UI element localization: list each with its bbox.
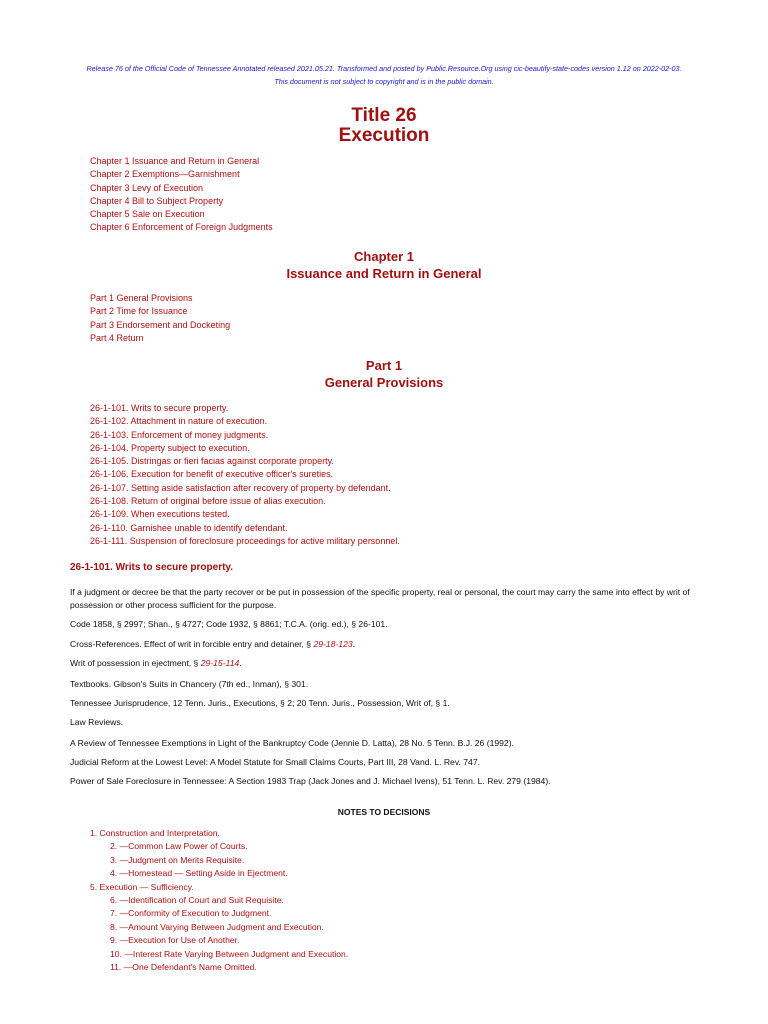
section-link-105[interactable]: 26-1-105. Distringas or fieri facias against corporate property. (90, 456, 334, 467)
part-link-1[interactable]: Part 1 General Provisions (90, 293, 193, 303)
chapter-link-4[interactable]: Chapter 4 Bill to Subject Property (90, 195, 224, 206)
release-notice (0, 62, 768, 88)
textbooks-note: Textbooks. Gibson's Suits in Chancery (7th ed., Inman), § 301. (70, 679, 309, 689)
writ-of-possession-text: Writ of possession in ejectment, § (70, 658, 201, 668)
section-link-107[interactable]: 26-1-107. Setting aside satisfaction after recovery of property by defendant. (90, 482, 391, 493)
note-link-7[interactable]: 7. —Conformity of Execution to Judgment. (110, 908, 272, 919)
title-name: Execution (338, 125, 430, 146)
note-link-9[interactable]: 9. —Execution for Use of Another. (110, 935, 240, 946)
part-1-heading (0, 357, 768, 391)
chapter-link-5[interactable]: Chapter 5 Sale on Execution (90, 209, 205, 220)
note-link-2[interactable]: 2. —Common Law Power of Courts. (110, 841, 248, 852)
history-note: Code 1858, § 2997; Shan., § 4727; Code 1932, § 8861; T.C.A. (orig. ed.), § 26-101. (70, 619, 388, 629)
cross-reference-text: Cross-References. Effect of writ in forcible entry and detainer, § (70, 639, 314, 649)
chapter-1-number: Chapter 1 (354, 249, 414, 264)
section-link-102[interactable]: 26-1-102. Attachment in nature of execution. (90, 416, 268, 427)
section-link-106[interactable]: 26-1-106. Execution for benefit of executive officer's sureties. (90, 469, 334, 480)
section-link-110[interactable]: 26-1-110. Garnishee unable to identify defendant. (90, 522, 288, 533)
section-link-109[interactable]: 26-1-109. When executions tested. (90, 509, 230, 520)
law-review-1: A Review of Tennessee Exemptions in Light of the Bankruptcy Code (Jennie D. Latta), 28 No. 5 Tenn. B.J. 26 (1992). (70, 738, 514, 748)
cross-reference-link[interactable]: 29-18-123 (313, 639, 353, 649)
cross-reference-end: . (352, 639, 356, 649)
note-link-8[interactable]: 8. —Amount Varying Between Judgment and Execution. (110, 921, 324, 932)
title-number: Title 26 (351, 105, 417, 126)
part-link-4[interactable]: Part 4 Return (90, 332, 144, 343)
part-1-name: General Provisions (324, 375, 444, 390)
note-link-1[interactable]: 1. Construction and Interpretation. (90, 828, 220, 838)
law-review-2: Judicial Reform at the Lowest Level: A Model Statute for Small Claims Courts, Part III, 28 Vand. L. Rev. 747. (70, 757, 480, 767)
part-toc (90, 292, 230, 345)
chapter-link-1[interactable]: Chapter 1 Issuance and Return in General (90, 156, 260, 166)
chapter-link-6[interactable]: Chapter 6 Enforcement of Foreign Judgments (90, 222, 273, 233)
writ-of-possession-link[interactable]: 29-15-114 (200, 658, 240, 668)
note-link-6[interactable]: 6. —Identification of Court and Suit Requisite. (110, 895, 284, 906)
notes-to-decisions-heading: NOTES TO DECISIONS (337, 807, 431, 817)
note-link-3[interactable]: 3. —Judgment on Merits Requisite. (110, 854, 245, 865)
title-heading (0, 106, 768, 146)
part-1-number: Part 1 (365, 358, 403, 373)
law-reviews-heading: Law Reviews. (70, 717, 124, 727)
writ-of-possession-end: . (239, 658, 242, 668)
section-link-104[interactable]: 26-1-104. Property subject to execution. (90, 442, 250, 453)
writ-of-possession-note (70, 657, 700, 670)
law-review-3: Power of Sale Foreclosure in Tennessee: A Section 1983 Trap (Jack Jones and J. Michael Ivens), 51 Tenn. L. Rev. 279 (1984). (70, 776, 551, 786)
chapter-1-name: Issuance and Return in General (286, 266, 482, 281)
note-link-10[interactable]: 10. —Interest Rate Varying Between Judgment and Execution. (110, 948, 349, 959)
notes-to-decisions-list (90, 827, 348, 974)
section-link-108[interactable]: 26-1-108. Return of original before issue of alias execution. (90, 496, 326, 507)
chapter-1-heading (0, 248, 768, 282)
chapter-link-2[interactable]: Chapter 2 Exemptions—Garnishment (90, 169, 240, 180)
release-notice-line-1: Release 76 of the Official Code of Tennessee Annotated released 2021.05.21. Transformed and posted by Public.Resource.Org using cic-beautify-state-codes version 1.12 on 2022-02-03. (86, 64, 682, 73)
section-toc (90, 402, 400, 548)
section-101-title: 26-1-101. Writs to secure property. (70, 562, 234, 573)
note-link-4[interactable]: 4. —Homestead — Setting Aside in Ejectment. (110, 868, 288, 879)
cross-reference-note (70, 638, 700, 651)
part-link-2[interactable]: Part 2 Time for Issuance (90, 306, 188, 317)
chapter-toc (90, 155, 273, 235)
chapter-link-3[interactable]: Chapter 3 Levy of Execution (90, 182, 204, 193)
section-link-111[interactable]: 26-1-111. Suspension of foreclosure proceedings for active military personnel. (90, 535, 400, 546)
section-link-103[interactable]: 26-1-103. Enforcement of money judgments. (90, 429, 269, 440)
note-link-11[interactable]: 11. —One Defendant's Name Omitted. (110, 962, 257, 973)
part-link-3[interactable]: Part 3 Endorsement and Docketing (90, 319, 231, 330)
note-link-5[interactable]: 5. Execution — Sufficiency. (90, 881, 194, 892)
release-notice-line-2: This document is not subject to copyright and is in the public domain. (274, 77, 494, 86)
section-101-text: If a judgment or decree be that the party recover or be put in possession of the specific property, real or personal, the court may carry the same into effect by writ of possession or other process sufficient for the purpose. (70, 587, 690, 610)
jurisprudence-note: Tennessee Jurisprudence, 12 Tenn. Juris., Executions, § 2; 20 Tenn. Juris., Possession, Writ of, § 1. (70, 698, 450, 708)
section-link-101[interactable]: 26-1-101. Writs to secure property. (90, 403, 229, 413)
